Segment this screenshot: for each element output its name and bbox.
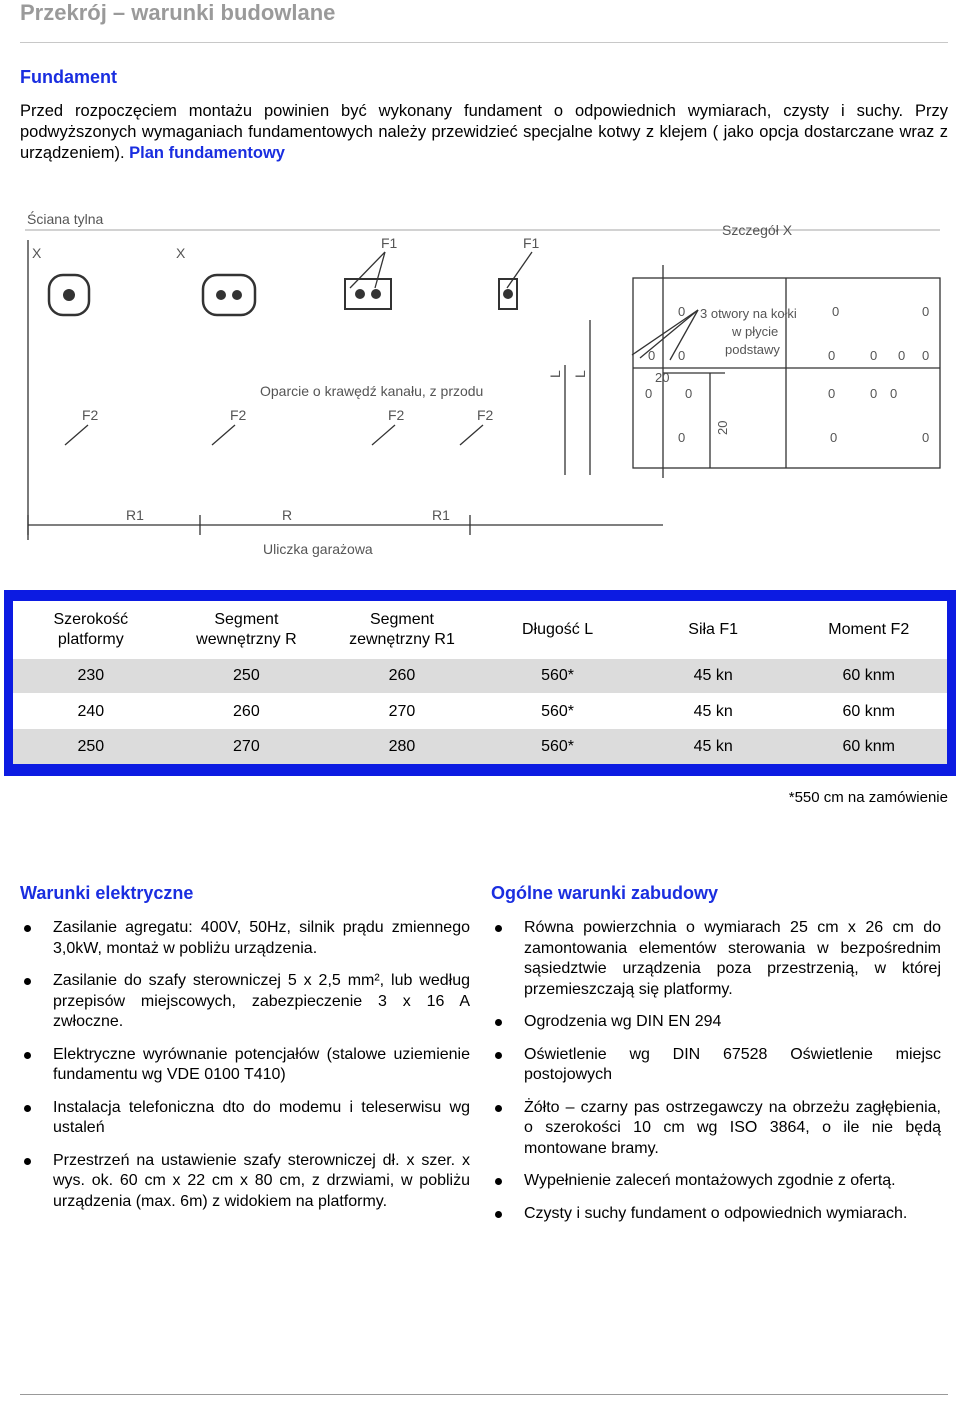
oparcie-label: Oparcie o krawędź kanału, z przodu bbox=[260, 383, 484, 399]
table-cell: 60 knm bbox=[842, 667, 895, 684]
electric-list-column bbox=[20, 918, 470, 1212]
hole-marker: 0 bbox=[832, 304, 840, 319]
list-item: Wypełnienie zaleceń montażowych zgodnie z ofertą. bbox=[491, 1171, 941, 1192]
table-cell: 560* bbox=[541, 703, 575, 720]
f2-label-1: F2 bbox=[82, 407, 99, 423]
list-item: Ogrodzenia wg DIN EN 294 bbox=[491, 1012, 941, 1033]
hole-marker: 0 bbox=[898, 348, 906, 363]
list-item: Równa powierzchnia o wymiarach 25 cm x 26 cm do zamontowania elementów sterowania w bezpośrednim sąsiedztwie urządzenia poza przestrzenią, w której przemieszczają się platformy. bbox=[491, 918, 941, 1000]
table-row bbox=[13, 659, 947, 693]
hole-marker: 0 bbox=[922, 348, 930, 363]
table-cell: 60 knm bbox=[842, 703, 895, 720]
hole-marker: 0 bbox=[648, 348, 656, 363]
list-item: Czysty i suchy fundament o odpowiednich wymiarach. bbox=[491, 1204, 941, 1225]
f1-label-1: F1 bbox=[381, 235, 398, 251]
list-item: Przestrzeń na ustawienie szafy sterowniczej dł. x szer. x wys. ok. 60 cm x 22 cm x 80 cm, z drzwiami, w pobliżu urządzenia (max. 6m) z widokiem na platformy. bbox=[20, 1151, 470, 1213]
sciana-tylna-label: Ściana tylna bbox=[27, 211, 104, 227]
dimensions-table bbox=[13, 601, 947, 764]
hole-marker: 0 bbox=[678, 304, 686, 319]
szczegol-x-label: Szczegół X bbox=[722, 222, 793, 238]
fundament-paragraph bbox=[20, 101, 948, 164]
hole-marker: 0 bbox=[828, 386, 836, 401]
table-row bbox=[13, 729, 947, 764]
table-cell: 560* bbox=[541, 737, 575, 755]
hole-marker: 0 bbox=[922, 430, 930, 445]
dim-20-label-1: 20 bbox=[655, 370, 670, 385]
r-label: R bbox=[282, 507, 293, 523]
hole-marker: 0 bbox=[922, 304, 930, 319]
general-list bbox=[491, 918, 941, 1224]
fundament-text: Przed rozpoczęciem montażu powinien być wykonany fundament o odpowiednich wymiarach, czysty i suchy. Przy podwyższonych wymaganiach fundamentowych należy przewidzieć specjalne kotwy z klejem ( jako opcja dostarczane wraz z urządzeniem). bbox=[20, 102, 948, 162]
hole-marker: 0 bbox=[830, 430, 838, 445]
table-cell: 560* bbox=[541, 667, 575, 684]
page-title: Przekrój – warunki budowlane bbox=[20, 0, 336, 25]
dimensions-table-frame bbox=[4, 590, 956, 776]
table-header-cell: Segment wewnętrzny R bbox=[196, 611, 297, 648]
otwory-label-2: w płycie bbox=[732, 324, 779, 339]
dim-20-label-2: 20 bbox=[715, 420, 730, 435]
table-footnote: *550 cm na zamówienie bbox=[788, 789, 948, 806]
table-header-cell: Segment zewnętrzny R1 bbox=[349, 611, 455, 648]
hole-marker: 0 bbox=[828, 348, 836, 363]
table-cell: 45 kn bbox=[693, 703, 733, 720]
table-cell: 250 bbox=[233, 667, 260, 684]
list-item: Instalacja telefoniczna dto do modemu i teleserwisu wg ustaleń bbox=[20, 1098, 470, 1139]
hole-marker: 0 bbox=[870, 348, 878, 363]
f2-label-3: F2 bbox=[388, 407, 405, 423]
table-cell: 240 bbox=[77, 703, 105, 720]
f2-label-4: F2 bbox=[477, 407, 494, 423]
table-cell: 60 knm bbox=[842, 737, 895, 755]
hole-marker: 0 bbox=[678, 430, 686, 445]
hole-marker: 0 bbox=[870, 386, 878, 401]
hole-marker: 0 bbox=[678, 348, 686, 363]
table-cell: 45 kn bbox=[693, 667, 733, 684]
table-cell: 280 bbox=[388, 737, 416, 755]
otwory-label-3: podstawy bbox=[725, 342, 780, 357]
l-label-1: L bbox=[547, 370, 563, 378]
plan-fundamentowy-label: Plan fundamentowy bbox=[129, 144, 285, 162]
hole-marker: 0 bbox=[685, 386, 693, 401]
r1-label-1: R1 bbox=[126, 507, 144, 523]
table-cell: 260 bbox=[233, 703, 260, 720]
table-header-cell: Długość L bbox=[522, 621, 594, 638]
list-item: Elektryczne wyrównanie potencjałów (stalowe uziemienie fundamentu wg VDE 0100 T410) bbox=[20, 1045, 470, 1086]
table-header-cell: Moment F2 bbox=[828, 621, 910, 638]
r1-label-2: R1 bbox=[432, 507, 450, 523]
list-item: Zasilanie do szafy sterowniczej 5 x 2,5 mm², lub według przepisów miejscowych, zabezpieczenie 3 x 16 A zwłoczne. bbox=[20, 971, 470, 1033]
f2-label-2: F2 bbox=[230, 407, 247, 423]
otwory-label-1: 3 otwory na kołki bbox=[700, 306, 797, 321]
uliczka-label: Uliczka garażowa bbox=[263, 541, 373, 557]
hole-marker: 0 bbox=[890, 386, 898, 401]
x-label-2: X bbox=[176, 245, 186, 261]
footer-divider bbox=[20, 1394, 948, 1395]
list-item: Oświetlenie wg DIN 67528 Oświetlenie miejsc postojowych bbox=[491, 1045, 941, 1086]
table-cell: 45 kn bbox=[693, 737, 733, 755]
x-label-1: X bbox=[32, 245, 42, 261]
f1-label-2: F1 bbox=[523, 235, 540, 251]
table-header-cell: Siła F1 bbox=[688, 621, 739, 638]
table-cell: 250 bbox=[77, 737, 105, 755]
general-heading: Ogólne warunki zabudowy bbox=[491, 883, 719, 903]
electric-list bbox=[20, 918, 470, 1212]
title-divider bbox=[20, 42, 948, 43]
table-row bbox=[13, 695, 947, 729]
table-header-row bbox=[13, 601, 947, 659]
table-header-cell: Szerokość platformy bbox=[53, 611, 129, 648]
table-cell: 230 bbox=[77, 667, 105, 684]
table-cell: 260 bbox=[388, 667, 416, 684]
list-item: Żółto – czarny pas ostrzegawczy na obrzeżu zagłębienia, o szerokości 10 cm wg ISO 3864, o ile nie będą montowane bramy. bbox=[491, 1098, 941, 1160]
hole-marker: 0 bbox=[645, 386, 653, 401]
fundament-heading: Fundament bbox=[20, 67, 117, 87]
table-cell: 270 bbox=[233, 737, 260, 755]
electric-heading: Warunki elektryczne bbox=[20, 883, 194, 903]
general-list-column bbox=[491, 918, 941, 1224]
l-label-2: L bbox=[572, 370, 588, 378]
table-cell: 270 bbox=[388, 703, 416, 720]
foundation-plan-drawing bbox=[20, 200, 950, 575]
list-item: Zasilanie agregatu: 400V, 50Hz, silnik prądu zmiennego 3,0kW, montaż w pobliżu urządzenia. bbox=[20, 918, 470, 959]
